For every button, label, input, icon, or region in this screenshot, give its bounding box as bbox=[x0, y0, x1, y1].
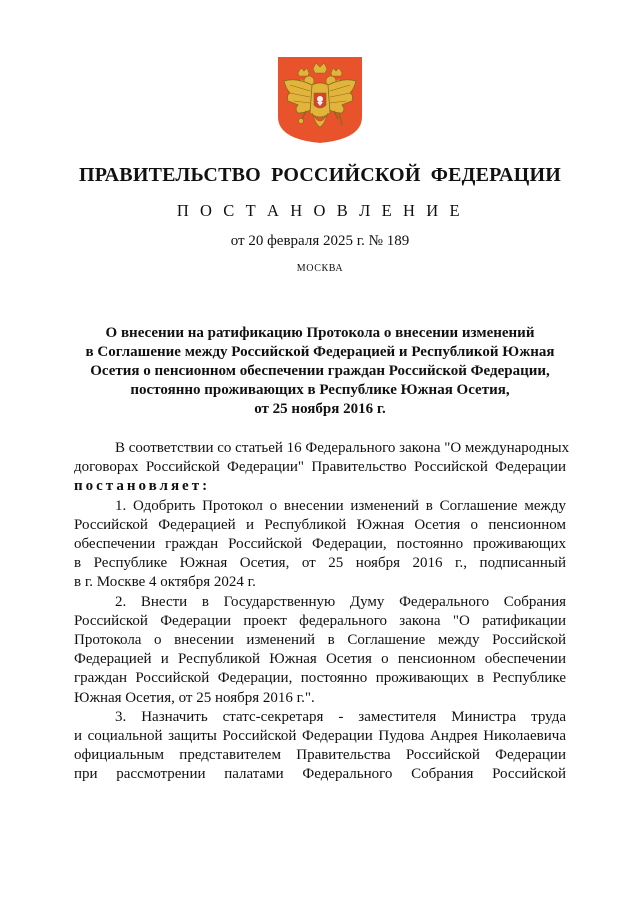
item-3-line: и социальной защиты Российской Федерации Пудова Андрея Николаевича bbox=[74, 728, 566, 745]
item-3-line: 3. Назначить статс-секретаря - заместителя Министра труда bbox=[115, 708, 566, 725]
item-2-line: граждан Российской Федерации, постоянно проживающих в Республике bbox=[74, 670, 566, 687]
item-2-line: Федерацией и Республикой Южная Осетия о пенсионном обеспечении bbox=[74, 651, 566, 668]
document-city: МОСКВА bbox=[296, 263, 344, 274]
government-title: ПРАВИТЕЛЬСТВО РОССИЙСКОЙ ФЕДЕРАЦИИ bbox=[79, 164, 561, 186]
heading-line: Осетия о пенсионном обеспечении граждан Российской Федерации, bbox=[90, 363, 550, 379]
resolves-word: постановляет: bbox=[74, 478, 211, 495]
document-type: П О С Т А Н О В Л Е Н И Е bbox=[176, 201, 464, 220]
item-2-line: 2. Внести в Государственную Думу Федерального Собрания bbox=[115, 593, 566, 610]
item-1-line: Российской Федерацией и Республикой Южная Осетия о пенсионном bbox=[74, 516, 566, 533]
heading-line: от 25 ноября 2016 г. bbox=[254, 401, 386, 417]
item-1-line: в Республике Южная Осетия, от 25 ноября 2016 г., подписанный bbox=[74, 555, 566, 572]
heading-line: О внесении на ратификацию Протокола о внесении изменений bbox=[105, 325, 535, 341]
item-2-line: Южная Осетия, от 25 ноября 2016 г.". bbox=[74, 689, 315, 706]
russian-coat-of-arms-icon bbox=[276, 55, 364, 145]
document-heading bbox=[74, 324, 566, 419]
document-body bbox=[74, 439, 570, 785]
item-1-line: в г. Москве 4 октября 2024 г. bbox=[74, 574, 256, 591]
item-2-line: Российской Федерации проект федерального закона "О ратификации bbox=[74, 612, 566, 629]
body-line: договорах Российской Федерации" Правительство Российской Федерации bbox=[74, 459, 566, 476]
item-3-line: при рассмотрении палатами Федерального Собрания Российской bbox=[74, 766, 566, 783]
body-line: В соответствии со статьей 16 Федерального закона "О международных bbox=[115, 440, 570, 456]
heading-line: постоянно проживающих в Республике Южная Осетия, bbox=[130, 382, 510, 398]
item-1-line: обеспечении граждан Российской Федерации, постоянно проживающих bbox=[74, 536, 566, 553]
item-1-line: 1. Одобрить Протокол о внесении изменений в Соглашение между bbox=[115, 497, 566, 514]
heading-line: в Соглашение между Российской Федерацией и Республикой Южная bbox=[85, 344, 555, 360]
item-2-line: Протокола о внесении изменений в Соглашение между Российской bbox=[74, 632, 566, 649]
item-3-line: официальным представителем Правительства Российской Федерации bbox=[74, 747, 566, 764]
document-date-number: от 20 февраля 2025 г. № 189 bbox=[230, 233, 410, 249]
